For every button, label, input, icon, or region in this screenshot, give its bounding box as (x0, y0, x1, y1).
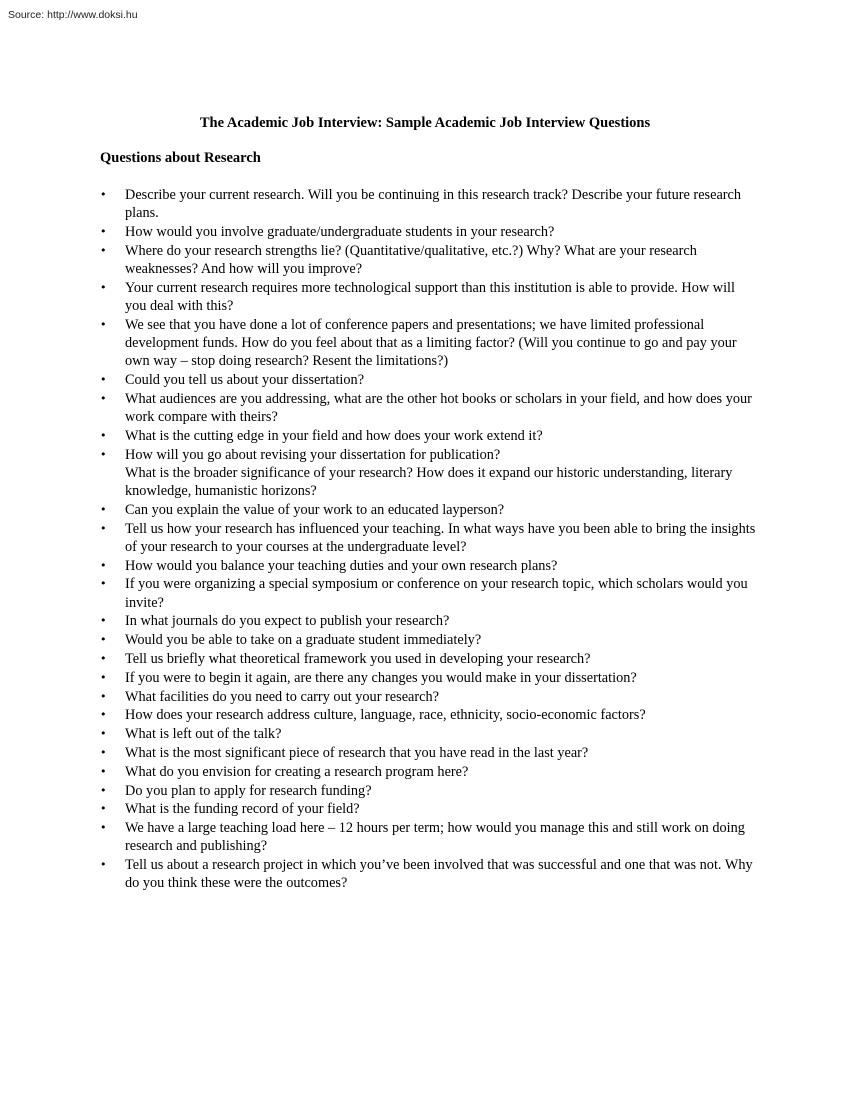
source-line: Source: http://www.doksi.hu (8, 9, 138, 21)
section-heading: Questions about Research (100, 150, 261, 166)
question-item (100, 242, 760, 278)
question-text: Could you tell us about your dissertation? (125, 372, 365, 388)
question-text: What facilities do you need to carry out your research? (125, 688, 440, 705)
question-item (100, 819, 760, 855)
bullet-icon: • (100, 764, 107, 778)
question-item (100, 501, 760, 519)
bullet-icon: • (100, 727, 107, 741)
question-text: In what journals do you expect to publish your research? (125, 613, 450, 630)
question-item (100, 316, 760, 371)
question-item (100, 446, 760, 501)
bullet-icon: • (100, 633, 107, 647)
bullet-icon: • (100, 708, 107, 722)
question-text: Describe your current research. Will you be continuing in this research track? Describe your future research plans. (125, 187, 742, 222)
bullet-icon: • (100, 745, 107, 759)
question-text: Your current research requires more technological support than this institution is able to provide. How will you deal with this? (125, 279, 736, 314)
question-text: What is the cutting edge in your field and how does your work extend it? (125, 427, 543, 444)
question-item (100, 557, 760, 575)
question-text: Tell us how your research has influenced your teaching. In what ways have you been able to bring the insights of your research to your courses at the undergraduate level? (125, 520, 756, 555)
question-text: Do you plan to apply for research funding? (125, 782, 372, 799)
question-text: Tell us about a research project in which you’ve been involved that was successful and one that was not. Why do you think these were the outcomes? (125, 857, 753, 892)
bullet-icon: • (100, 447, 107, 461)
question-text: If you were to begin it again, are there any changes you would make in your dissertation? (125, 669, 637, 686)
question-list (100, 186, 760, 893)
question-text: What do you envision for creating a research program here? (125, 763, 469, 780)
question-item (100, 612, 760, 630)
document-title: The Academic Job Interview: Sample Academic Job Interview Questions (199, 115, 651, 131)
bullet-icon: • (100, 858, 107, 872)
question-item (100, 744, 760, 762)
question-text: How does your research address culture, language, race, ethnicity, socio-economic factors? (125, 707, 646, 724)
question-item (100, 725, 760, 743)
question-item (100, 390, 760, 426)
question-item (100, 669, 760, 687)
question-item (100, 186, 760, 222)
question-item (100, 706, 760, 724)
bullet-icon: • (100, 651, 107, 665)
question-item (100, 223, 760, 241)
bullet-icon: • (100, 428, 107, 442)
question-text: What is the funding record of your field? (125, 801, 360, 818)
question-text: What audiences are you addressing, what are the other hot books or scholars in your field, and how does your work compare with theirs? (125, 390, 752, 425)
bullet-icon: • (100, 225, 107, 238)
question-text: What is left out of the talk? (125, 726, 282, 743)
bullet-icon: • (100, 689, 107, 703)
question-item (100, 631, 760, 649)
question-item (100, 856, 760, 892)
question-text: Tell us briefly what theoretical framework you used in developing your research? (125, 650, 591, 667)
bullet-icon: • (100, 821, 107, 835)
question-text: We see that you have done a lot of conference papers and presentations; we have limited professional development funds. How do you feel about that as a limiting factor? (Will you continue to go and pay your own way – stop doing research? Resent the limitations?) (125, 316, 737, 370)
question-item (100, 688, 760, 706)
question-item (100, 763, 760, 781)
question-text: How will you go about revising your dissertation for publication? (125, 446, 501, 463)
question-text: We have a large teaching load here – 12 hours per term; how would you manage this and still work on doing research and publishing? (125, 820, 745, 855)
question-text: Can you explain the value of your work to an educated layperson? (125, 501, 505, 518)
question-text: How would you involve graduate/undergraduate students in your research? (125, 224, 555, 240)
bullet-icon: • (100, 502, 107, 516)
bullet-icon: • (100, 521, 107, 535)
bullet-icon: • (100, 391, 107, 405)
bullet-icon: • (100, 802, 107, 816)
bullet-icon: • (100, 188, 107, 201)
question-text: Would you be able to take on a graduate student immediately? (125, 632, 482, 649)
question-item (100, 279, 760, 315)
bullet-icon: • (100, 317, 107, 331)
question-item (100, 371, 760, 389)
question-item (100, 650, 760, 668)
question-text: If you were organizing a special symposium or conference on your research topic, which scholars would you invite? (125, 576, 748, 611)
bullet-icon: • (100, 558, 107, 572)
question-text: How would you balance your teaching duties and your own research plans? (125, 557, 558, 574)
question-item (100, 800, 760, 818)
question-continuation-text: What is the broader significance of your research? How does it expand our historic understanding, literary knowledge, humanistic horizons? (125, 464, 733, 499)
question-item (100, 782, 760, 800)
question-item (100, 427, 760, 445)
bullet-icon: • (100, 670, 107, 684)
bullet-icon: • (100, 577, 107, 591)
bullet-icon: • (100, 280, 107, 294)
question-item (100, 520, 760, 556)
bullet-icon: • (100, 614, 107, 628)
bullet-icon: • (100, 243, 107, 257)
question-text: Where do your research strengths lie? (Quantitative/qualitative, etc.?) Why? What are your research weaknesses? And how will you improve? (125, 242, 697, 277)
bullet-icon: • (100, 783, 107, 797)
question-text: What is the most significant piece of research that you have read in the last year? (125, 744, 589, 761)
question-item (100, 575, 760, 611)
bullet-icon: • (100, 373, 107, 386)
